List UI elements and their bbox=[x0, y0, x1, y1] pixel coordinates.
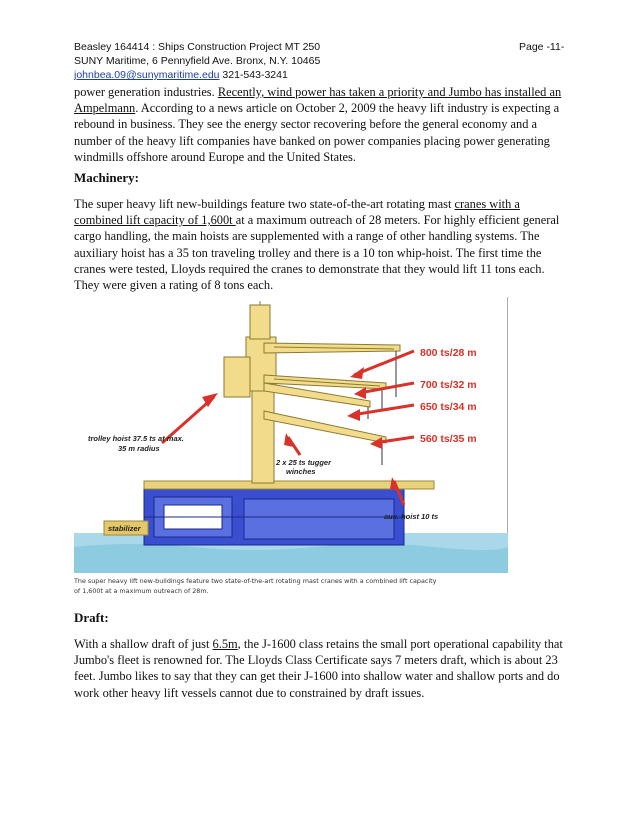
label-tugger-1: 2 x 25 ts tugger bbox=[276, 458, 332, 467]
label-stabilizer: stabilizer bbox=[108, 524, 141, 533]
label-trolley-2: 35 m radius bbox=[118, 444, 160, 453]
draft-text-b: , the J-1600 class retains the small port operational capability that Jumbo's fleet is renowned for. The Lloyds Class Certificate says 7 meters draft, which is about 23 feet. Jumbo likes to say that they can get their J-1600 into shallow water and shallow ports and do work other heavy lift vessels cannot due to constrained by draft issues. bbox=[74, 637, 563, 700]
page-number: Page -11- bbox=[519, 41, 565, 53]
ship-hull bbox=[104, 487, 404, 545]
draft-link[interactable]: 6.5m bbox=[212, 637, 238, 651]
phone-number: 321-543-3241 bbox=[222, 69, 288, 81]
crane-booms bbox=[264, 343, 400, 443]
machinery-paragraph bbox=[74, 196, 570, 293]
label-650: 650 ts/34 m bbox=[420, 401, 477, 413]
cranes-link[interactable]: cranes with a combined lift capacity of 1,600t bbox=[74, 197, 520, 228]
label-trolley-1: trolley hoist 37.5 ts at max. bbox=[88, 434, 184, 443]
crane-diagram bbox=[74, 297, 508, 603]
figure-caption-1: The super heavy lift new-buildings feature two state-of-the-art rotating mast cranes with a combined lift capacity bbox=[74, 577, 437, 585]
label-aux: aux. hoist 10 ts bbox=[384, 512, 439, 521]
intro-paragraph bbox=[74, 84, 570, 165]
machinery-text-a: The super heavy lift new-buildings feature two state-of-the-art rotating mast bbox=[74, 197, 455, 211]
header-address: SUNY Maritime, 6 Pennyfield Ave. Bronx, N.Y. 10465 bbox=[74, 55, 321, 67]
machinery-text-b: at a maximum outreach of 28 meters. For highly efficient general cargo handling, the main hoists are supplemented with a range of other handling systems. The auxiliary hoist has a 35 ton traveling trolley and there is a 10 ton whip-hoist. The first time the cranes were tested, Lloyds required the cranes to demonstrate that they would lift 11 tons each. They were given a rating of 8 tons each. bbox=[74, 213, 560, 293]
draft-text-a: With a shallow draft of just bbox=[74, 637, 213, 651]
machinery-heading: Machinery: bbox=[74, 170, 139, 185]
draft-paragraph bbox=[74, 636, 570, 701]
label-560: 560 ts/35 m bbox=[420, 433, 477, 445]
header-line-1 bbox=[74, 40, 320, 54]
label-tugger-2: winches bbox=[286, 467, 316, 476]
intro-text-b: . According to a news article on October 2, 2009 the heavy lift industry is expecting a rebound in business. They see the energy sector recovering before the general economy and a number of the heavy lift companies have banked on power companies placing power generating windmills offshore around Europe and the United States. bbox=[74, 101, 560, 164]
ampelmann-link[interactable]: Recently, wind power has taken a priority and Jumbo has installed an Ampelmann bbox=[74, 85, 562, 116]
label-700: 700 ts/32 m bbox=[420, 379, 477, 391]
header-author-course: Beasley 164414 : Ships Construction Project MT 250 bbox=[74, 41, 321, 53]
draft-heading: Draft: bbox=[74, 610, 109, 625]
email-link[interactable]: johnbea.09@sunymaritime.edu bbox=[74, 69, 220, 81]
label-800: 800 ts/28 m bbox=[420, 347, 477, 359]
figure-caption-2: of 1,600t at a maximum outreach of 28m. bbox=[74, 587, 209, 595]
intro-text-a: power generation industries. bbox=[74, 85, 218, 99]
header-contact bbox=[74, 68, 288, 82]
